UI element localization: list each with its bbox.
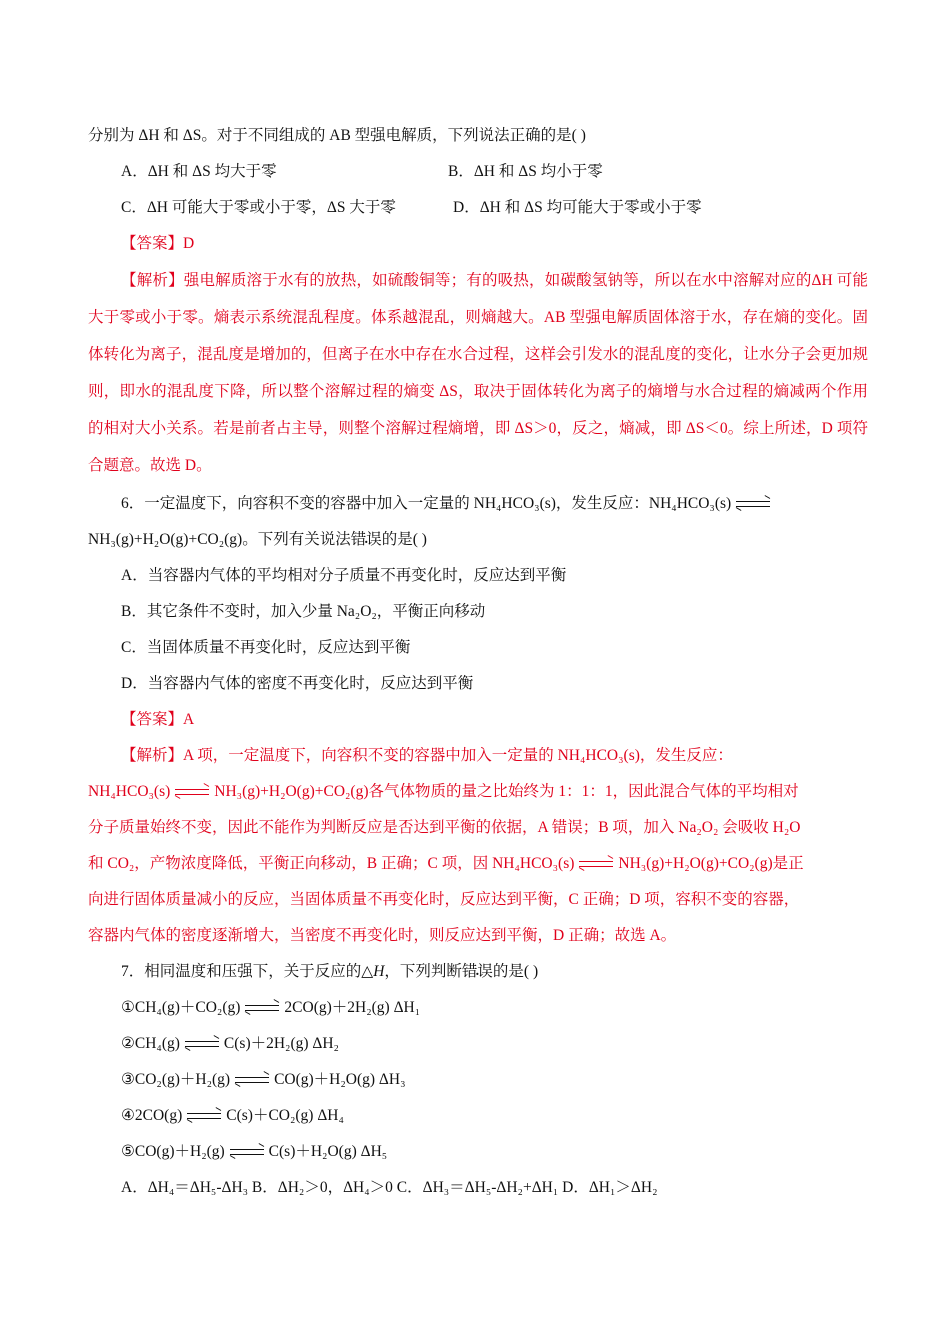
reaction-left: ①CH₄(g)＋CO₂(g) xyxy=(121,999,241,1016)
equilibrium-arrow-icon xyxy=(736,499,770,509)
q6-analysis-line5: 向进行固体质量减小的反应，当固体质量不再变化时，反应达到平衡，C 正确；D 项，容积不变的容器， xyxy=(88,891,800,908)
q5-answer: 【答案】D xyxy=(121,235,195,252)
q6-stem-2b: 的是( ) xyxy=(381,531,427,548)
q7-reaction-3 xyxy=(88,1062,868,1098)
equilibrium-arrow-icon xyxy=(245,1003,279,1013)
equilibrium-arrow-icon xyxy=(579,859,613,869)
q7-stem-emphasis: 错误 . xyxy=(462,963,493,980)
q7-reaction-2 xyxy=(88,1026,868,1062)
q5-option-a[interactable]: A．ΔH 和 ΔS 均大于零 xyxy=(121,163,277,180)
q6-answer: 【答案】A xyxy=(121,711,195,728)
q6-analysis-text-2b: NH₃(g)+H₂O(g)+CO₂(g)各气体物质的量之比始终为 1：1：1，因此混合气体的平均相对 xyxy=(214,783,799,800)
q5-stem: 分别为 ΔH 和 ΔS。对于不同组成的 AB 型强电解质，下列说法正确的是( ) xyxy=(88,127,586,144)
reaction-right: C(s)＋2H₂(g) ΔH₂ xyxy=(223,1035,339,1052)
q6-analysis-tag: 【解析】 xyxy=(121,747,184,764)
q6-number: 6． xyxy=(121,495,145,512)
q5-option-b[interactable]: B．ΔH 和 ΔS 均小于零 xyxy=(448,163,603,180)
q6-stem-1: 一定温度下，向容积不变的容器中加入一定量的 NH₄HCO₃(s)，发生反应：NH₄HCO₃(s) xyxy=(144,495,732,512)
reaction-left: ⑤CO(g)＋H₂(g) xyxy=(121,1143,225,1160)
q5-analysis xyxy=(88,262,868,484)
q7-options[interactable]: A．ΔH₄＝ΔH₅-ΔH₃ B．ΔH₂＞0，ΔH₄＞0 C．ΔH₃＝ΔH₅-ΔH₂+ΔH₁ D．ΔH₁＞ΔH₂ xyxy=(121,1179,658,1196)
equilibrium-arrow-icon xyxy=(187,1111,221,1121)
q6-stem-line2 xyxy=(88,522,868,558)
q6-analysis-line2 xyxy=(88,774,868,810)
document-page xyxy=(88,118,868,1206)
q7-stem-a: 相同温度和压强下，关于反应的△ xyxy=(144,963,374,980)
q6-option-a[interactable]: A．当容器内气体的平均相对分子质量不再变化时，反应达到平衡 xyxy=(121,567,567,584)
q5-analysis-text: 强电解质溶于水有的放热，如硫酸铜等；有的吸热，如碳酸氢钠等，所以在水中溶解对应的ΔH 可能大于零或小于零。熵表示系统混乱程度。体系越混乱，则熵越大。AB 型强电解质固体溶于水，存在熵的变化。固体转化为离子，混乱度是增加的，但离子在水中存在水合过程，这样会引发水的混乱度的变化，让水分子会更加规则，即水的混乱度下降，所以整个溶解过程的熵变 ΔS，取决于固体转化为离子的熵增与水合过程的熵减两个作用的相对大小关系。若是前者占主导，则整个溶解过程熵增，即 ΔS＞0，反之，熵减，即 ΔS＜0。综上所述，D 项符合题意。故选 D。 xyxy=(88,272,868,474)
reaction-left: ③CO₂(g)＋H₂(g) xyxy=(121,1071,231,1088)
q5-analysis-tag: 【解析】 xyxy=(121,272,184,289)
equilibrium-arrow-icon xyxy=(230,1147,264,1157)
q7-number: 7． xyxy=(121,963,145,980)
q7-reaction-5 xyxy=(88,1134,868,1170)
q6-option-c[interactable]: C．当固体质量不再变化时，反应达到平衡 xyxy=(121,639,411,656)
reaction-left: ②CH₄(g) xyxy=(121,1035,180,1052)
q6-option-d[interactable]: D．当容器内气体的密度不再变化时，反应达到平衡 xyxy=(121,675,474,692)
q6-analysis-text-2a: NH₄HCO₃(s) xyxy=(88,783,171,800)
equilibrium-arrow-icon xyxy=(235,1075,269,1085)
q6-stem-emphasis: 错误 . xyxy=(351,531,382,548)
q7-reaction-4 xyxy=(88,1098,868,1134)
q7-stem-c: 的是( ) xyxy=(492,963,539,980)
reaction-right: C(s)＋CO₂(g) ΔH₄ xyxy=(226,1107,344,1124)
reaction-right: C(s)＋H₂O(g) ΔH₅ xyxy=(268,1143,388,1160)
q6-analysis xyxy=(88,738,868,954)
equilibrium-arrow-icon xyxy=(185,1039,219,1049)
reaction-right: 2CO(g)＋2H₂(g) ΔH₁ xyxy=(284,999,421,1016)
reaction-right: CO(g)＋H₂O(g) ΔH₃ xyxy=(274,1071,406,1088)
q7-stem-b: ，下列判断 xyxy=(384,963,462,980)
q6-analysis-line1 xyxy=(88,738,868,774)
q5-option-d[interactable]: D．ΔH 和 ΔS 均可能大于零或小于零 xyxy=(453,199,702,216)
q6-analysis-text-4b: NH₃(g)+H₂O(g)+CO₂(g)是正 xyxy=(618,855,804,872)
q7-reaction-1 xyxy=(88,990,868,1026)
q5-options-row2 xyxy=(88,190,868,226)
reaction-left: ④2CO(g) xyxy=(121,1107,183,1124)
q6-analysis-text-4a: 和 CO₂，产物浓度降低，平衡正向移动，B 正确；C 项，因 NH₄HCO₃(s) xyxy=(88,855,575,872)
q6-analysis-line3: 分子质量始终不变，因此不能作为判断反应是否达到平衡的依据，A 错误；B 项，加入 Na₂O₂ 会吸收 H₂O xyxy=(88,819,801,836)
q6-stem-line1 xyxy=(88,486,868,522)
q5-option-c[interactable]: C．ΔH 可能大于零或小于零，ΔS 大于零 xyxy=(121,199,396,216)
q7-stem xyxy=(88,954,868,990)
q7-stem-h: H xyxy=(373,963,385,980)
q6-analysis-text-1: A 项，一定温度下，向容积不变的容器中加入一定量的 NH₄HCO₃(s)，发生反应： xyxy=(183,747,733,764)
q6-option-b[interactable]: B．其它条件不变时，加入少量 Na₂O₂，平衡正向移动 xyxy=(121,603,486,620)
q5-options-row1 xyxy=(88,154,868,190)
q6-stem-2a: NH₃(g)+H₂O(g)+CO₂(g)。下列有关说法 xyxy=(88,531,351,548)
equilibrium-arrow-icon xyxy=(175,787,209,797)
q6-analysis-line4 xyxy=(88,846,868,882)
q6-analysis-line6: 容器内气体的密度逐渐增大，当密度不再变化时，则反应达到平衡，D 正确；故选 A。 xyxy=(88,927,677,944)
